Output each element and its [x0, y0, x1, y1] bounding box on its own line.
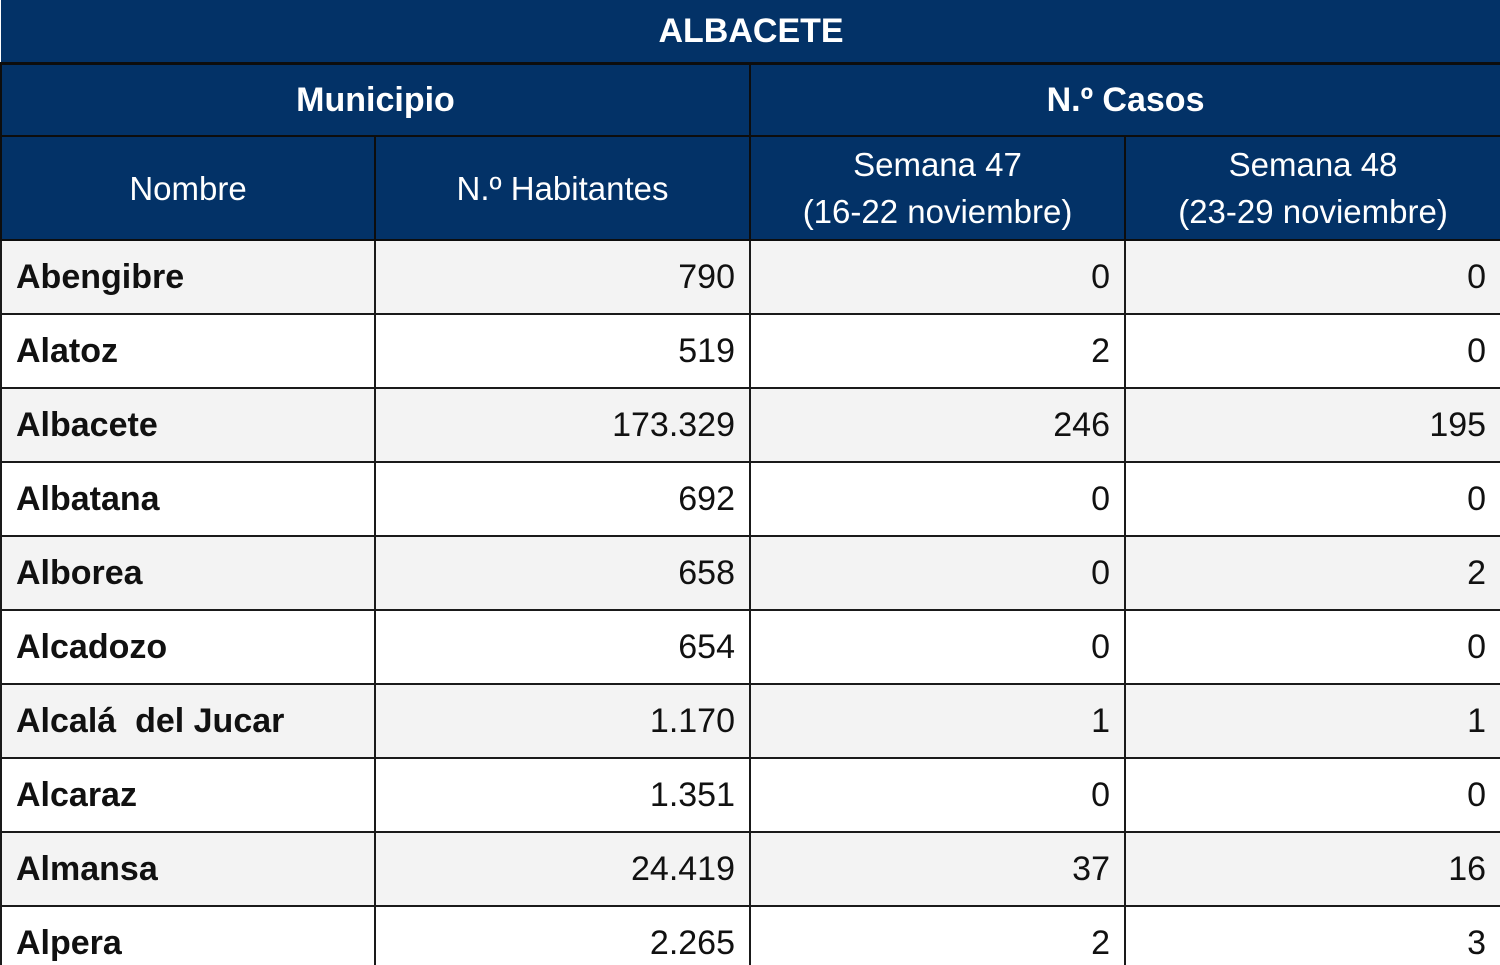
table-row — [1, 314, 1500, 388]
column-header-nombre-label: Nombre — [129, 169, 247, 207]
table-title: ALBACETE — [1, 0, 1500, 64]
table-row — [1, 462, 1500, 536]
cell-nombre: Alatoz — [1, 314, 375, 388]
cell-habitantes: 692 — [375, 462, 750, 536]
column-header-semana-48-line1: Semana 48 — [1228, 146, 1398, 183]
cell-habitantes: 24.419 — [375, 832, 750, 906]
cell-semana-47: 0 — [750, 610, 1125, 684]
cell-semana-48: 195 — [1125, 388, 1500, 462]
cell-nombre: Abengibre — [1, 240, 375, 314]
cell-semana-48: 3 — [1125, 906, 1500, 965]
cell-semana-47: 2 — [750, 314, 1125, 388]
column-header-habitantes — [375, 136, 750, 240]
column-header-semana-47-line1: Semana 47 — [853, 146, 1022, 183]
cell-nombre: Almansa — [1, 832, 375, 906]
cell-habitantes: 654 — [375, 610, 750, 684]
cell-semana-47: 0 — [750, 240, 1125, 314]
cell-semana-48: 0 — [1125, 240, 1500, 314]
cell-nombre: Alpera — [1, 906, 375, 965]
cell-nombre: Alborea — [1, 536, 375, 610]
cell-semana-47: 0 — [750, 536, 1125, 610]
cell-semana-47: 37 — [750, 832, 1125, 906]
cell-semana-48: 0 — [1125, 610, 1500, 684]
table-row — [1, 684, 1500, 758]
column-header-semana-48 — [1125, 136, 1500, 240]
cell-semana-48: 0 — [1125, 462, 1500, 536]
column-header-semana-47 — [750, 136, 1125, 240]
cell-semana-47: 0 — [750, 462, 1125, 536]
cell-habitantes: 790 — [375, 240, 750, 314]
cell-semana-48: 16 — [1125, 832, 1500, 906]
column-header-semana-48-line2: (23-29 noviembre) — [1178, 193, 1448, 230]
group-header-casos: N.º Casos — [750, 64, 1500, 137]
table-row — [1, 610, 1500, 684]
cell-semana-47: 1 — [750, 684, 1125, 758]
cell-nombre: Albacete — [1, 388, 375, 462]
table-row — [1, 388, 1500, 462]
group-header-municipio: Municipio — [1, 64, 750, 137]
cell-semana-47: 2 — [750, 906, 1125, 965]
cell-habitantes: 2.265 — [375, 906, 750, 965]
cell-habitantes: 1.351 — [375, 758, 750, 832]
cell-habitantes: 519 — [375, 314, 750, 388]
cell-habitantes: 1.170 — [375, 684, 750, 758]
cell-nombre: Alcadozo — [1, 610, 375, 684]
column-header-habitantes-label: N.º Habitantes — [456, 169, 669, 207]
cell-habitantes: 658 — [375, 536, 750, 610]
cell-habitantes: 173.329 — [375, 388, 750, 462]
cell-semana-48: 0 — [1125, 314, 1500, 388]
table-row — [1, 906, 1500, 965]
table-row — [1, 832, 1500, 906]
cell-semana-48: 2 — [1125, 536, 1500, 610]
column-header-semana-47-line2: (16-22 noviembre) — [802, 193, 1073, 230]
table-row — [1, 536, 1500, 610]
cell-nombre: Albatana — [1, 462, 375, 536]
cell-semana-47: 0 — [750, 758, 1125, 832]
column-header-nombre — [1, 136, 375, 240]
cell-nombre: Alcalá del Jucar — [1, 684, 375, 758]
cell-semana-48: 1 — [1125, 684, 1500, 758]
cell-semana-48: 0 — [1125, 758, 1500, 832]
cell-nombre: Alcaraz — [1, 758, 375, 832]
table-row — [1, 240, 1500, 314]
cell-semana-47: 246 — [750, 388, 1125, 462]
table-row — [1, 758, 1500, 832]
